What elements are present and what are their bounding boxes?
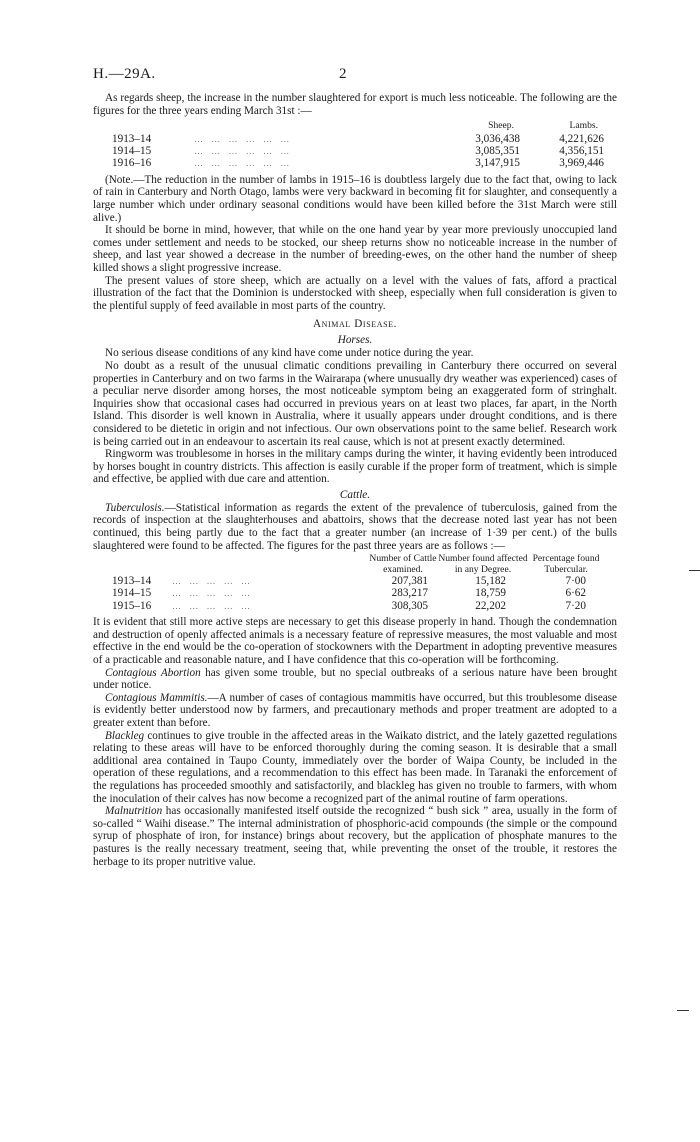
cell-lambs: 4,356,151 [559, 145, 604, 157]
row-year: 1913–14 [112, 575, 152, 588]
contagious-mammitis-text: —A number of cases of contagious mammitis have occurred, but this troublesome disease is evidently better understood now by farmers, and precautionary methods and proper treatment are adopted to a greater extent than before. [93, 691, 617, 730]
cattle-table [112, 554, 604, 612]
leader-dots: … … … … … [172, 576, 253, 587]
cell-examined: 207,381 [391, 575, 428, 588]
cell-examined: 283,217 [391, 587, 428, 600]
page-header [93, 66, 617, 92]
margin-mark [677, 1010, 689, 1011]
column-header-lambs: Lambs. [569, 120, 598, 132]
table-row [112, 157, 604, 169]
subheading-horses: Horses. [337, 334, 373, 347]
cell-sheep: 3,147,915 [475, 157, 520, 170]
paragraph-borne-in-mind: It should be borne in mind, however, that while on the one hand year by year more previously unoccupied land comes under settlement and needs to be stocked, our sheep returns show no noticeable increase in the number of sheep, and last year showed a decrease in the number of breeding-ewes, on the other hand the number of sheep killed shows a slight progressive increase. [93, 224, 617, 274]
margin-mark [689, 570, 700, 571]
paragraph-contagious-mammitis [93, 692, 617, 730]
leader-dots: … … … … … … [194, 158, 293, 169]
cell-examined: 308,305 [391, 599, 428, 612]
table-header-row [112, 554, 604, 575]
cell-percentage: 7·20 [565, 599, 586, 612]
subheading-cattle: Cattle. [339, 488, 371, 501]
column-header-affected: Number found affected in any Degree. [438, 553, 528, 575]
cell-sheep: 3,085,351 [475, 145, 520, 157]
leader-dots: … … … … … [172, 600, 253, 611]
paragraph-ringworm: Ringworm was troublesome in horses in the military camps during the winter, it having evidently been introduced by horses bought in country districts. This affection is easily curable if the proper form of treatment, which is simple and effective, be applied with due care and attention. [93, 448, 617, 486]
column-header-percentage: Percentage found Tubercular. [532, 553, 600, 575]
paragraph-note: (Note.—The reduction in the number of lambs in 1915–16 is doubtless largely due to the fact that, owing to lack of rain in Canterbury and North Otago, lambs were very backward in becoming fit for slaughter, and consequently a large number which under ordinary seasonal conditions would have been killed before the 31st March were still alive.) [93, 173, 617, 224]
paragraph-evident: It is evident that still more active steps are necessary to get this disease properly in hand. Though the condemnation and destruction of openly affected animals is a necessary feature of repressive measures, the most valuable and most effective in the end would be the co-operation of stockowners with the Department in adopting preventive measures of a practicable and reasonable nature, and I have confidence that this co-operation will be forthcoming. [93, 616, 617, 667]
row-year: 1916–16 [112, 157, 152, 170]
row-year: 1914–15 [112, 145, 152, 157]
paragraph-no-serious: No serious disease conditions of any kind have come under notice during the year. [105, 347, 474, 360]
paragraph-blackleg [93, 730, 617, 806]
table-row [112, 575, 604, 587]
term-tuberculosis: Tuberculosis. [105, 501, 165, 514]
paragraph-present-values: The present values of store sheep, which are actually on a level with the values of fats, afford a practical illustration of the fact that the Dominion is understocked with sheep, especially when full consideration is given to the plentiful supply of feed available in most parts of the country. [93, 274, 617, 312]
row-year: 1914–15 [112, 587, 152, 600]
column-header-examined: Number of Cattle examined. [369, 553, 437, 575]
paragraph-sheep-intro: As regards sheep, the increase in the number slaughtered for export is much less noticeable. The following are the figures for the three years ending March 31st :— [93, 92, 617, 117]
term-contagious-mammitis: Contagious Mammitis. [105, 691, 208, 704]
table-row [112, 587, 604, 599]
leader-dots: … … … … … … [194, 146, 293, 156]
cell-affected: 15,182 [475, 575, 506, 588]
blackleg-text: continues to give trouble in the affected areas in the Waikato district, and the lately gazetted regulations relating to these areas will have to be enforced thoroughly during the coming season. It is desirable that a small additional area contained in Taupo County, immediately over the border of Waipa County, be included in the operation of these regulations, and a recommendation to this effect has been made. In Taranaki the enforcement of the regulations has proceeded smoothly and satisfactorily, and blackleg has given no trouble to farmers, with whom the inoculation of their calves has now become a recognized part of the animal routine of farm operations. [93, 729, 617, 805]
sheep-table [112, 120, 604, 170]
term-blackleg: Blackleg [105, 729, 145, 742]
paragraph-contagious-abortion [93, 667, 617, 692]
document-code: H.—29A. [93, 66, 156, 82]
cell-affected: 22,202 [475, 599, 506, 612]
cell-sheep: 3,036,438 [475, 132, 520, 145]
section-heading-animal-disease: Animal Disease. [312, 318, 398, 331]
table-row [112, 600, 604, 612]
contagious-abortion-text: has given some trouble, but no special outbreaks of a serious nature have been brought under notice. [93, 666, 617, 692]
term-malnutrition: Malnutrition [105, 805, 163, 818]
table-row [112, 133, 604, 145]
leader-dots: … … … … … … [194, 133, 293, 144]
column-header-sheep: Sheep. [488, 120, 514, 132]
cell-lambs: 3,969,446 [559, 157, 604, 170]
paragraph-no-doubt: No doubt as a result of the unusual climatic conditions prevailing in Canterbury there occurred on several properties in Canterbury and on two farms in the Wairarapa (where unusually dry weather was experienced) cases of a peculiar nerve disorder among horses, the most noticeable symptom being an exaggerated form of stringhalt. Inquiries show that occasional cases had occurred in previous years on at least two places, far apart, in the North Island. This disorder is well known in Australia, where it usually appears under drought conditions, and is there considered to be dietetic in origin and not infectious. Our own observations point to the same belief. Research work is being carried out in an endeavour to ascertain its real cause, which is not at present exactly determined. [93, 359, 617, 448]
row-year: 1915–16 [112, 599, 152, 612]
cell-lambs: 4,221,626 [559, 132, 604, 145]
cell-percentage: 7·00 [565, 575, 586, 588]
tuberculosis-text: —Statistical information as regards the extent of the prevalence of tuberculosis, gained from the records of inspection at the slaughterhouses and abattoirs, shows that the decrease noted last year has not been continued, this being partly due to the fact that a greater number (an increase of 1·39 per cent.) of the bulls slaughtered were found to be affected. The figures for the past three years are as follows :— [93, 501, 617, 552]
paragraph-malnutrition [93, 805, 617, 868]
page-number: 2 [339, 66, 347, 82]
paragraph-tuberculosis [93, 502, 617, 552]
leader-dots: … … … … … [172, 588, 253, 599]
term-contagious-abortion: Contagious Abortion [105, 666, 201, 679]
cell-percentage: 6·62 [565, 587, 586, 600]
table-header-row [112, 120, 604, 132]
malnutrition-text: has occasionally manifested itself outside the recognized “ bush sick ” area, usually in the form of so-called “ Waihi disease.” The internal administration of phosphoric-acid compounds (the simple or the compound syrup of phosphate of iron, for instance) brings about recovery, but the application of phosphate manures to the pastures is the really necessary treatment, seeing that, while preventing the onset of the trouble, it restores the herbage to its proper nutritive value. [93, 805, 617, 868]
cell-affected: 18,759 [475, 587, 506, 600]
table-row [112, 145, 604, 157]
document-page [93, 66, 617, 868]
row-year: 1913–14 [112, 132, 152, 145]
